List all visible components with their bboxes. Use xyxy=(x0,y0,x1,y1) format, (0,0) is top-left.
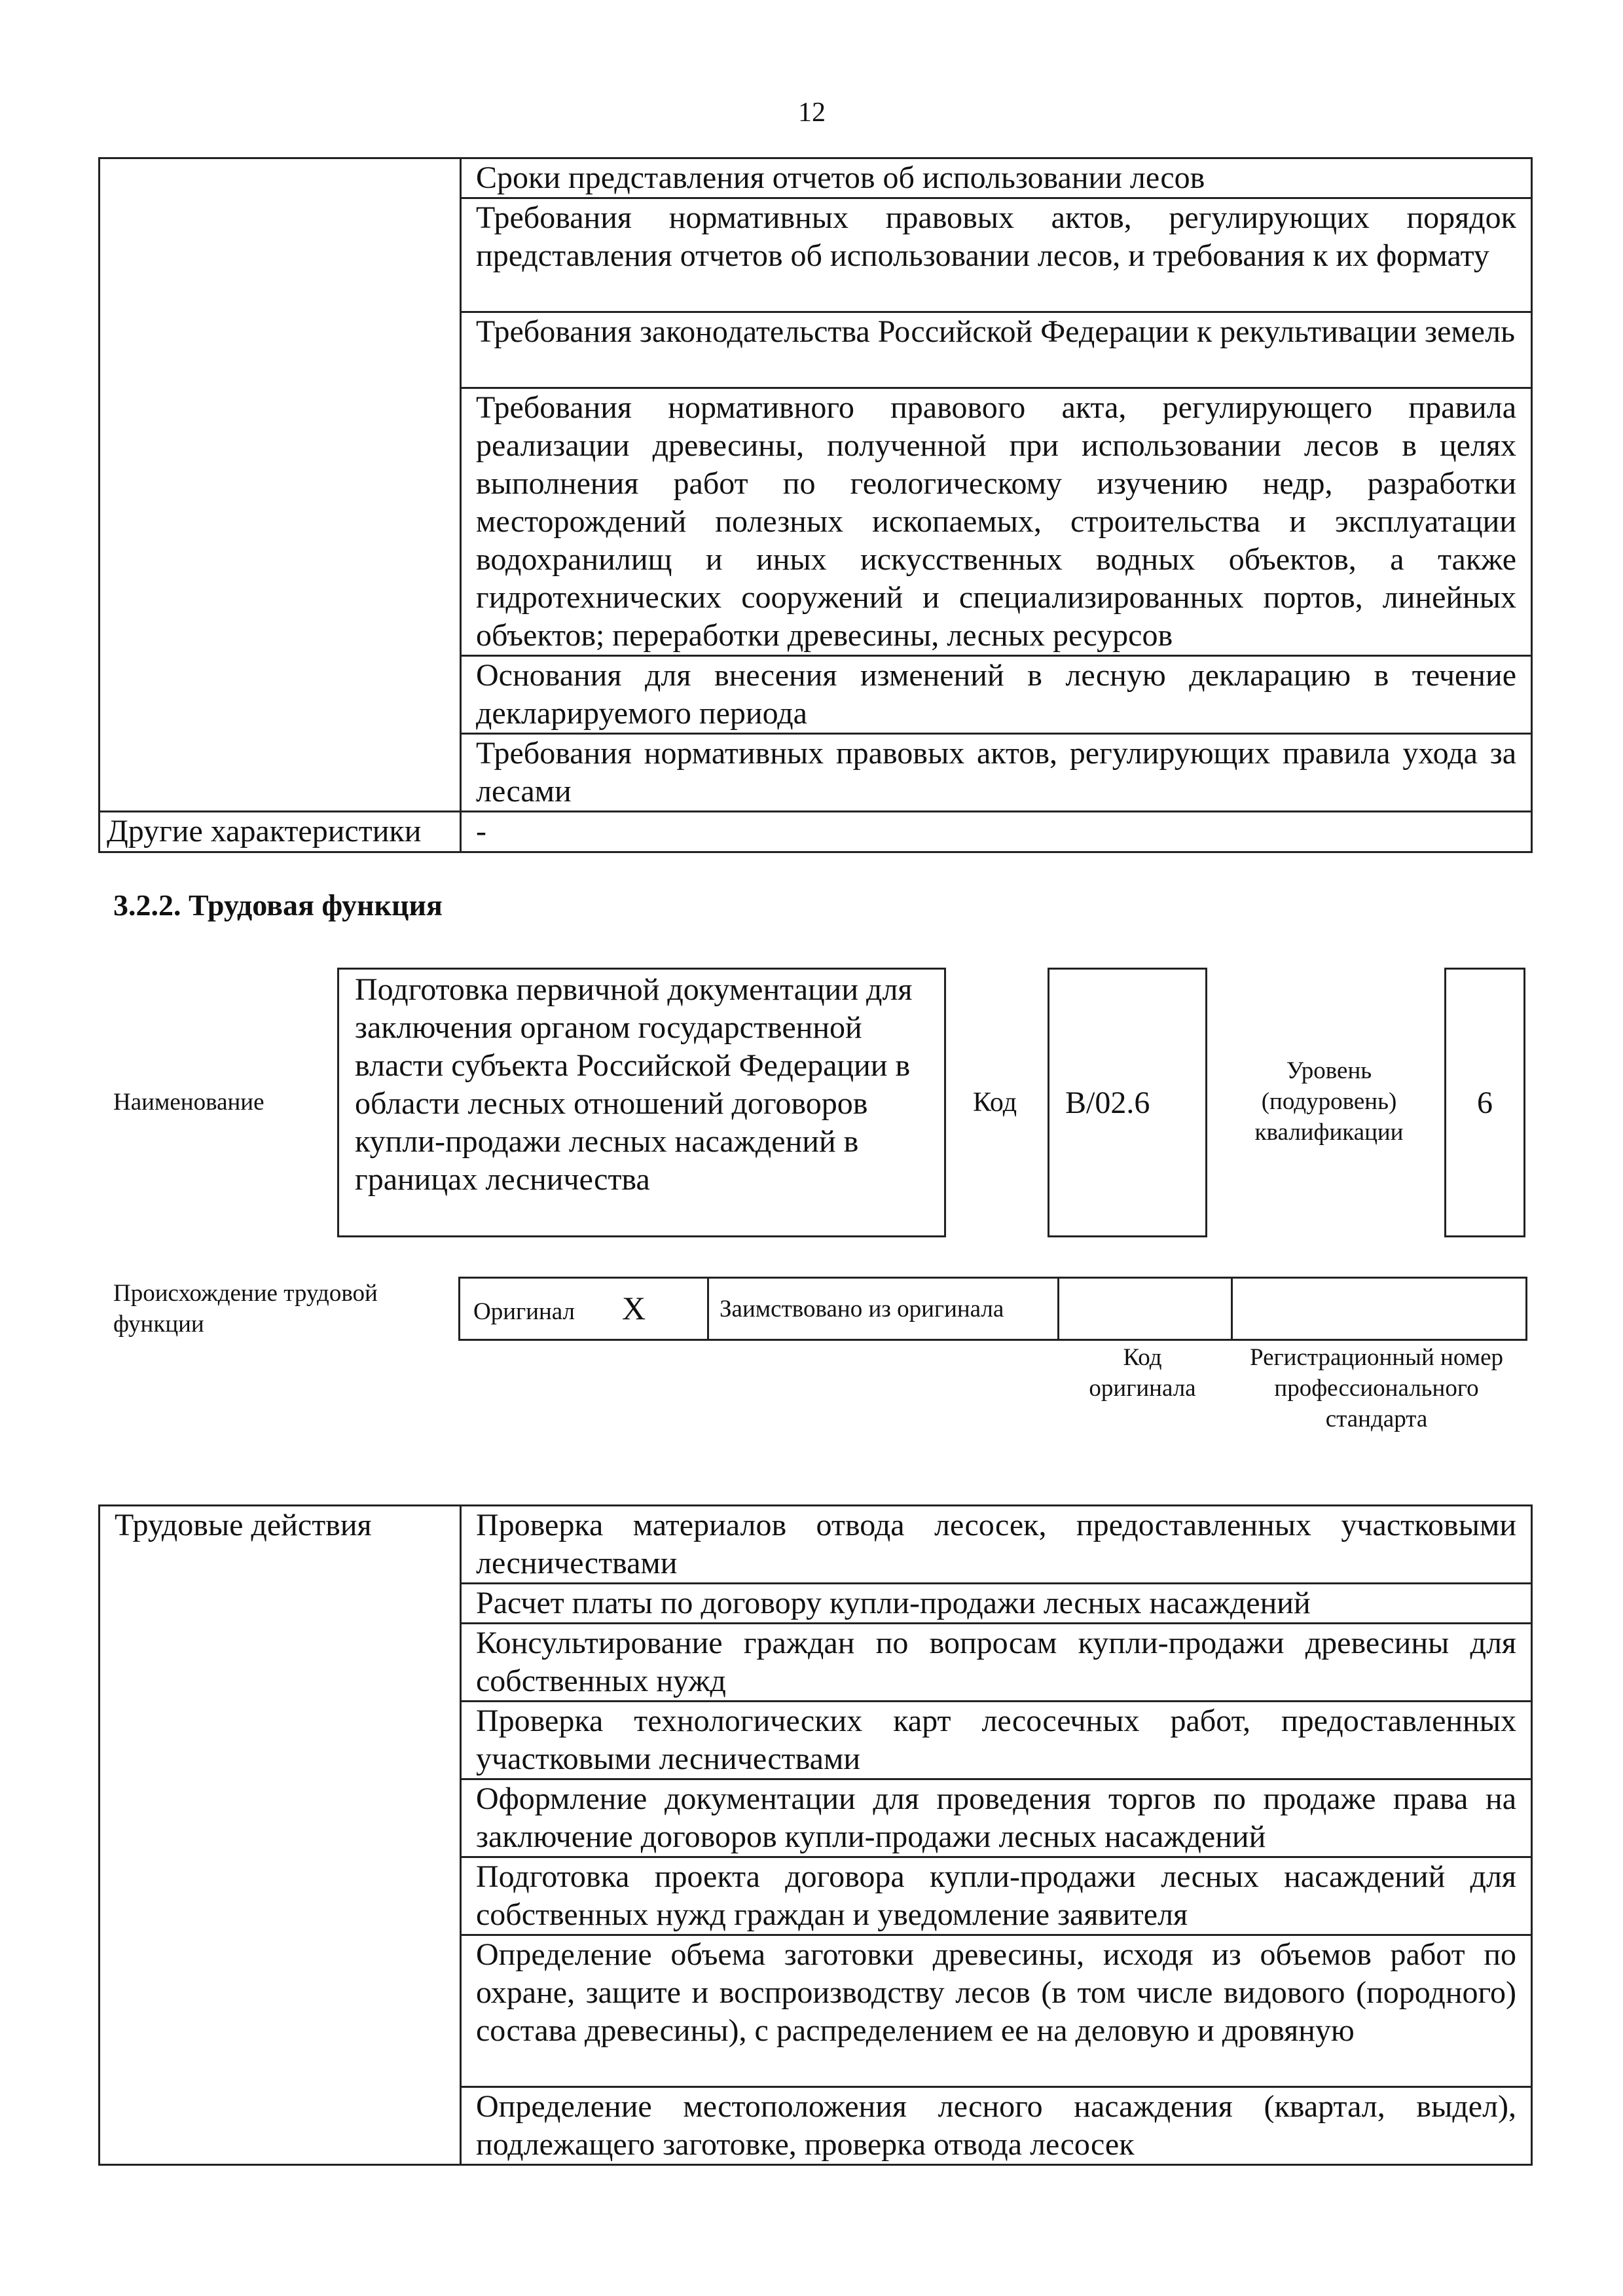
code-value: B/02.6 xyxy=(1065,1085,1150,1120)
name-value: Подготовка первичной документации для заключения органом государственной власти субъекта Российской Федерации в области лесных отношений договоров купли-продажи лесных насаждений в границах лесничества xyxy=(355,972,913,1197)
labor-action-row: Определение объема заготовки древесины, исходя из объемов работ по охране, защите и воспроизводству лесов (в том числе видового (породного) состава древесины), с распределением ее на деловую и дровяную xyxy=(461,1935,1532,2087)
code-label: Код xyxy=(973,1087,1017,1118)
code-caption: Код оригинала xyxy=(1089,1344,1196,1402)
section-heading: 3.2.2. Трудовая функция xyxy=(113,888,443,922)
labor-action-row: Проверка технологических карт лесосечных работ, предоставленных участковыми лесничествами xyxy=(461,1702,1532,1779)
labor-actions-label: Трудовые действия xyxy=(100,1506,461,2165)
labor-action-row: Определение местоположения лесного насаждения (квартал, выдел), подлежащего заготовке, проверка отвода лесосек xyxy=(461,2087,1532,2165)
code-value-box xyxy=(1048,968,1207,1237)
labor-action-row: Консультирование граждан по вопросам купли-продажи древесины для собственных нужд xyxy=(461,1624,1532,1702)
requirements-table xyxy=(98,157,1533,853)
requirements-label-cell xyxy=(100,158,461,812)
level-value: 6 xyxy=(1477,1085,1493,1120)
other-characteristics-value: - xyxy=(461,812,1532,852)
origin-original-label: Оригинал xyxy=(473,1298,575,1325)
requirement-row: Основания для внесения изменений в лесную декларацию в течение декларируемого периода xyxy=(461,656,1532,734)
origin-code-cell xyxy=(1059,1278,1232,1340)
labor-action-row: Расчет платы по договору купли-продажи лесных насаждений xyxy=(461,1584,1532,1624)
origin-reg-number-cell xyxy=(1232,1278,1527,1340)
labor-actions-table xyxy=(98,1504,1533,2166)
page-number: 12 xyxy=(798,98,826,128)
origin-borrowed-label: Заимствовано из оригинала xyxy=(708,1278,1059,1340)
name-value-box xyxy=(337,968,946,1237)
requirement-row: Требования нормативных правовых актов, регулирующих порядок представления отчетов об использовании лесов, и требования к их формату xyxy=(461,198,1532,312)
requirement-row: Требования законодательства Российской Федерации к рекультивации земель xyxy=(461,312,1532,388)
origin-original-mark: X xyxy=(622,1290,646,1326)
name-label: Наименование xyxy=(113,1089,264,1116)
labor-action-row: Подготовка проекта договора купли-продажи лесных насаждений для собственных нужд граждан и уведомление заявителя xyxy=(461,1857,1532,1935)
requirement-row: Требования нормативного правового акта, регулирующего правила реализации древесины, полученной при использовании лесов в целях выполнения работ по геологическому изучению недр, разработки месторождений полезных ископаемых, строительства и эксплуатации водохранилищ и иных искусственных водных объектов, а также гидротехнических сооружений и специализированных портов, линейных объектов; переработки древесины, лесных ресурсов xyxy=(461,388,1532,656)
requirement-row: Требования нормативных правовых актов, регулирующих правила ухода за лесами xyxy=(461,734,1532,812)
level-value-box xyxy=(1444,968,1525,1237)
labor-action-row: Проверка материалов отвода лесосек, предоставленных участковыми лесничествами xyxy=(461,1506,1532,1584)
other-characteristics-label: Другие характеристики xyxy=(100,812,461,852)
labor-action-row: Оформление документации для проведения торгов по продаже права на заключение договоров купли-продажи лесных насаждений xyxy=(461,1779,1532,1857)
origin-table xyxy=(458,1277,1527,1341)
origin-original-cell xyxy=(460,1278,708,1340)
origin-label: Происхождение трудовой функции xyxy=(113,1280,378,1338)
level-label: Уровень (подуровень) квалификации xyxy=(1254,1057,1404,1146)
requirement-row: Сроки представления отчетов об использовании лесов xyxy=(461,158,1532,198)
reg-caption: Регистрационный номер профессионального стандарта xyxy=(1249,1344,1503,1432)
